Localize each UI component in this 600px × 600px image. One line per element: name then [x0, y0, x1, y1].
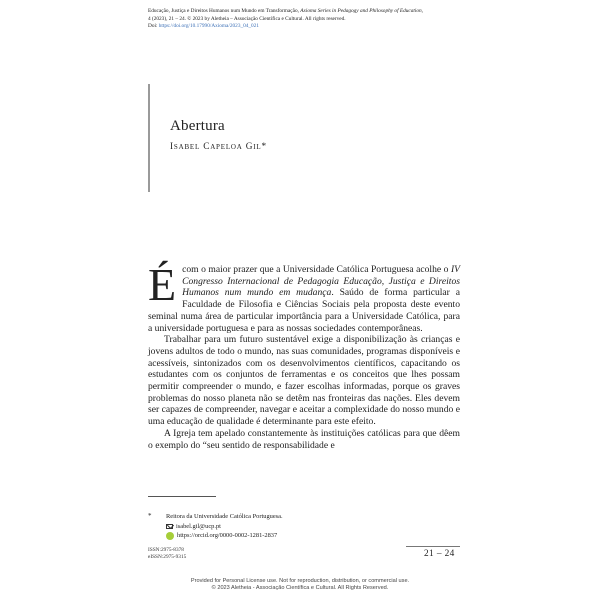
page-range: 21 – 24 — [424, 549, 455, 559]
paragraph-1-end: . Saúdo de forma particular a Faculdade de Filosofia e Ciências Sociais pela proposta deste evento seminal numa área de particular importância para a Universidade Católica, para a universidade portuguesa e para as nossas sociedades contemporâneas. — [148, 287, 460, 334]
footnote-email-row — [166, 522, 283, 532]
congress-name: IV Congresso Internacional de Pedagogia Educação, Justiça e Direitos Humanos num mundo em mudança — [182, 264, 460, 299]
paragraph-3: A Igreja tem apelado constantemente às instituições católicas para que dêem o exemplo do “seu sentido de responsabilidade e — [148, 427, 460, 451]
page-range-rule — [406, 546, 460, 547]
citation-line-2: 4 (2023), 21 – 24. © 2023 by Aletheia – Associação Científica e Cultural. All rights reserved. — [148, 15, 346, 22]
license-line-1: Provided for Personal License use. Not for reproduction, distribution, or commercial use. — [190, 578, 410, 584]
drop-cap: É — [148, 259, 177, 310]
license-line-2: © 2023 Aletheia - Associação Científica e Cultural. All Rights Reserved. — [211, 585, 389, 592]
article-author: Isabel Capeloa Gil* — [170, 142, 267, 152]
issn-print: ISSN:2975-8378 — [148, 547, 184, 553]
doi-label: Doi: — [148, 23, 159, 30]
paragraph-2: Trabalhar para um futuro sustentável exige a disponibilização às crianças e jovens adultos de todo o mundo, nas suas comunidades, programas disponíveis e acessíveis, sintonizados com os desenvolvimentos científicos, capacitando os estudantes com os conjuntos de ferramentas e os conceitos que lhes possam permitir compreender o mundo, e fazer escolhas informadas, porque os graves problemas do nosso planeta não se detêm nas fronteiras das nações. Eles devem ser capazes de compreender, navegar e aceitar a complexidade do nosso mundo e uma educação de qualidade é determinante para este efeito. — [148, 334, 460, 428]
orcid-icon — [166, 532, 174, 540]
footnote — [166, 512, 283, 541]
title-side-rule — [148, 84, 150, 192]
paragraph-1 — [148, 259, 460, 334]
citation-header — [148, 8, 460, 31]
footnote-email[interactable]: isabel.gil@ucp.pt — [176, 522, 221, 530]
footnote-mark: * — [148, 512, 152, 520]
footnote-orcid-row — [166, 531, 283, 541]
footnote-affiliation: Reitora da Universidade Católica Portuguesa. — [166, 513, 283, 520]
citation-line-1 — [148, 8, 460, 16]
license-footer — [0, 578, 600, 593]
citation-series: Axioma Series in Pedagogy and Philosophy of Education, — [300, 8, 423, 14]
footnote-orcid[interactable]: https://orcid.org/0000-0002-1281-2837 — [177, 532, 278, 539]
article-title: Abertura — [170, 118, 225, 134]
issn-electronic: eISSN:2975-9315 — [148, 553, 187, 560]
paragraph-1-start: com o maior prazer que a Universidade Católica Portuguesa acolhe o — [182, 264, 451, 275]
footnote-separator — [148, 496, 216, 497]
citation-doi — [148, 23, 460, 31]
citation-book-title: Educação, Justiça e Direitos Humanos num Mundo em Transformação, — [148, 8, 301, 14]
envelope-icon — [166, 524, 173, 529]
issn-block — [148, 547, 186, 560]
article-body — [148, 259, 460, 451]
doi-link[interactable]: https://doi.org/10.17990/Axioma/2023_04_021 — [158, 23, 260, 30]
